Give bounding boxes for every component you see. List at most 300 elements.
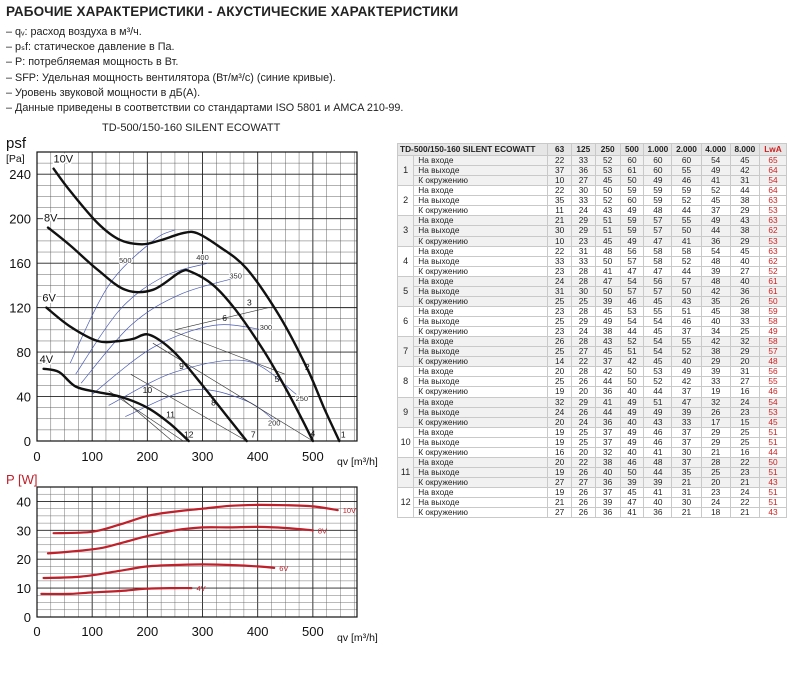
table-cell: 40	[620, 387, 644, 397]
table-cell: 44	[672, 266, 701, 276]
table-condition: На входе	[414, 306, 548, 316]
table-group-id: 3	[398, 216, 414, 246]
table-cell: 19	[548, 488, 572, 498]
sfp-label: 400	[196, 252, 209, 262]
table-cell: 47	[672, 397, 701, 407]
table-cell: 20	[730, 357, 759, 367]
table-cell: 52	[672, 347, 701, 357]
table-cell: 58	[672, 246, 701, 256]
table-cell: 41	[620, 508, 644, 518]
table-cell: 21	[701, 447, 730, 457]
table-condition: На выходе	[414, 286, 548, 296]
power-curve-4V	[41, 588, 191, 594]
table-condition: К окружению	[414, 387, 548, 397]
table-condition: На входе	[414, 216, 548, 226]
table-lwa-cell: 43	[759, 508, 786, 518]
table-condition: На выходе	[414, 166, 548, 176]
table-group-id: 11	[398, 457, 414, 487]
table-cell: 57	[644, 226, 672, 236]
table-group-id: 6	[398, 306, 414, 336]
table-cell: 53	[595, 166, 620, 176]
power-curve-label: 8V	[317, 526, 328, 536]
table-cell: 39	[701, 367, 730, 377]
table-cell: 29	[701, 357, 730, 367]
table-cell: 59	[620, 186, 644, 196]
table-cell: 36	[595, 508, 620, 518]
table-cell: 37	[595, 488, 620, 498]
table-cell: 22	[548, 246, 572, 256]
table-cell: 43	[672, 296, 701, 306]
table-cell: 40	[620, 447, 644, 457]
table-lwa-cell: 62	[759, 256, 786, 266]
table-condition: На выходе	[414, 377, 548, 387]
table-cell: 37	[672, 387, 701, 397]
table-lwa-cell: 63	[759, 216, 786, 226]
table-cell: 39	[644, 478, 672, 488]
table-cell: 55	[672, 166, 701, 176]
table-cell: 29	[730, 236, 759, 246]
sfp-label: 250	[295, 393, 309, 403]
table-cell: 40	[730, 256, 759, 266]
table-lwa-cell: 61	[759, 286, 786, 296]
table-cell: 28	[571, 337, 595, 347]
table-group-id: 7	[398, 337, 414, 367]
table-lwa-cell: 63	[759, 196, 786, 206]
table-lwa-cell: 54	[759, 397, 786, 407]
table-header-cell: 2.000	[672, 144, 701, 156]
performance-charts	[0, 136, 394, 696]
table-cell: 41	[672, 236, 701, 246]
table-cell: 36	[595, 478, 620, 488]
table-cell: 36	[595, 417, 620, 427]
table-header-row	[398, 144, 787, 156]
operating-point-label: 1	[340, 429, 346, 440]
table-lwa-cell: 45	[759, 417, 786, 427]
table-cell: 50	[595, 256, 620, 266]
table-row	[398, 478, 787, 488]
table-cell: 20	[571, 447, 595, 457]
table-cell: 25	[701, 467, 730, 477]
operating-point-label: 7	[250, 429, 256, 440]
table-group-id: 8	[398, 367, 414, 397]
table-cell: 41	[644, 447, 672, 457]
y-tick-label: 120	[9, 300, 31, 316]
table-cell: 32	[701, 397, 730, 407]
table-lwa-cell: 48	[759, 357, 786, 367]
table-cell: 38	[730, 196, 759, 206]
table-cell: 29	[730, 206, 759, 216]
table-cell: 24	[571, 327, 595, 337]
table-cell: 43	[595, 337, 620, 347]
table-cell: 30	[672, 498, 701, 508]
table-cell: 18	[701, 508, 730, 518]
table-cell: 38	[595, 327, 620, 337]
table-cell: 31	[730, 367, 759, 377]
table-condition: На выходе	[414, 196, 548, 206]
note-flow: – qᵥ: расход воздуха в м³/ч.	[6, 26, 142, 38]
table-row	[398, 498, 787, 508]
table-cell: 24	[730, 397, 759, 407]
y-tick-label: 240	[9, 167, 31, 183]
table-condition: На входе	[414, 186, 548, 196]
table-cell: 41	[701, 176, 730, 186]
table-group-id: 9	[398, 397, 414, 427]
table-condition: На выходе	[414, 347, 548, 357]
operating-point-label: 10	[142, 385, 153, 396]
table-cell: 29	[701, 437, 730, 447]
table-cell: 39	[672, 407, 701, 417]
table-row	[398, 186, 787, 196]
table-cell: 29	[730, 347, 759, 357]
table-cell: 40	[701, 317, 730, 327]
table-row	[398, 467, 787, 477]
table-cell: 49	[620, 236, 644, 246]
table-cell: 25	[548, 347, 572, 357]
table-cell: 45	[595, 347, 620, 357]
table-cell: 22	[571, 457, 595, 467]
table-cell: 49	[701, 166, 730, 176]
table-row	[398, 256, 787, 266]
x-tick-label: 200	[136, 624, 159, 639]
table-cell: 40	[595, 467, 620, 477]
table-cell: 30	[571, 286, 595, 296]
table-cell: 33	[548, 256, 572, 266]
table-row	[398, 397, 787, 407]
table-cell: 19	[548, 427, 572, 437]
table-cell: 61	[620, 166, 644, 176]
table-lwa-cell: 51	[759, 467, 786, 477]
table-cell: 26	[571, 488, 595, 498]
table-condition: К окружению	[414, 236, 548, 246]
table-cell: 52	[595, 196, 620, 206]
table-cell: 44	[701, 226, 730, 236]
table-row	[398, 266, 787, 276]
table-cell: 36	[595, 387, 620, 397]
table-group-id: 2	[398, 186, 414, 216]
table-header-cell: 8.000	[730, 144, 759, 156]
table-cell: 50	[620, 377, 644, 387]
table-cell: 48	[701, 276, 730, 286]
table-cell: 51	[595, 226, 620, 236]
table-cell: 45	[595, 306, 620, 316]
table-cell: 32	[595, 447, 620, 457]
table-row	[398, 377, 787, 387]
table-cell: 49	[620, 437, 644, 447]
table-cell: 26	[571, 377, 595, 387]
page-title: РАБОЧИЕ ХАРАКТЕРИСТИКИ - АКУСТИЧЕСКИЕ ХАРАКТЕРИСТИКИ	[6, 4, 459, 19]
table-cell: 33	[701, 377, 730, 387]
table-cell: 33	[571, 256, 595, 266]
table-cell: 22	[730, 498, 759, 508]
table-cell: 25	[730, 437, 759, 447]
table-cell: 44	[620, 327, 644, 337]
table-cell: 51	[672, 306, 701, 316]
table-cell: 42	[620, 357, 644, 367]
table-cell: 36	[644, 508, 672, 518]
table-cell: 43	[595, 206, 620, 216]
table-condition: К окружению	[414, 478, 548, 488]
table-cell: 29	[571, 397, 595, 407]
table-lwa-cell: 51	[759, 437, 786, 447]
table-cell: 49	[595, 317, 620, 327]
table-cell: 36	[571, 166, 595, 176]
table-cell: 26	[548, 337, 572, 347]
table-cell: 28	[571, 266, 595, 276]
table-condition: На выходе	[414, 498, 548, 508]
operating-point-label: 12	[183, 429, 194, 440]
table-cell: 24	[571, 206, 595, 216]
table-cell: 42	[701, 286, 730, 296]
sfp-label: 300	[259, 322, 273, 332]
table-cell: 59	[644, 196, 672, 206]
table-cell: 50	[672, 226, 701, 236]
table-lwa-cell: 58	[759, 317, 786, 327]
note-standards: – Данные приведены в соответствии со стандартами ISO 5801 и AMCA 210-99.	[6, 102, 404, 115]
operating-point-label: 9	[179, 360, 184, 371]
table-cell: 40	[644, 498, 672, 508]
table-lwa-cell: 46	[759, 387, 786, 397]
table-cell: 24	[730, 488, 759, 498]
table-group-id: 12	[398, 488, 414, 518]
table-cell: 59	[620, 216, 644, 226]
operating-point-label: 4	[310, 428, 316, 439]
table-cell: 50	[620, 367, 644, 377]
table-cell: 14	[548, 357, 572, 367]
table-cell: 25	[730, 427, 759, 437]
table-row	[398, 246, 787, 256]
table-row	[398, 276, 787, 286]
table-cell: 49	[620, 206, 644, 216]
table-cell: 24	[548, 276, 572, 286]
x-tick-label: 500	[302, 449, 324, 464]
notes-list	[6, 25, 403, 116]
table-cell: 42	[672, 377, 701, 387]
table-lwa-cell: 54	[759, 176, 786, 186]
table-cell: 51	[644, 397, 672, 407]
table-cell: 23	[548, 266, 572, 276]
table-cell: 25	[548, 317, 572, 327]
table-cell: 49	[620, 397, 644, 407]
table-row	[398, 317, 787, 327]
table-cell: 46	[620, 296, 644, 306]
table-cell: 41	[595, 266, 620, 276]
operating-point-label: 3	[247, 297, 252, 308]
table-cell: 46	[644, 437, 672, 447]
table-row	[398, 176, 787, 186]
table-cell: 46	[672, 317, 701, 327]
table-cell: 45	[595, 236, 620, 246]
table-cell: 21	[548, 216, 572, 226]
table-cell: 50	[595, 186, 620, 196]
x-tick-label: 400	[246, 624, 269, 639]
table-lwa-cell: 65	[759, 156, 786, 166]
table-cell: 10	[548, 236, 572, 246]
operating-point-label: 2	[304, 361, 310, 372]
table-cell: 26	[730, 296, 759, 306]
table-row	[398, 296, 787, 306]
table-row	[398, 216, 787, 226]
table-cell: 25	[571, 296, 595, 306]
table-condition: К окружению	[414, 206, 548, 216]
table-cell: 60	[620, 156, 644, 166]
table-cell: 54	[644, 337, 672, 347]
table-cell: 27	[571, 347, 595, 357]
table-cell: 19	[548, 387, 572, 397]
table-cell: 22	[730, 457, 759, 467]
table-row	[398, 457, 787, 467]
y-tick-label: 0	[23, 434, 31, 449]
table-cell: 37	[672, 327, 701, 337]
table-cell: 29	[571, 226, 595, 236]
x-tick-label: 400	[246, 449, 269, 464]
power-curve-8V	[48, 527, 313, 554]
table-cell: 54	[701, 246, 730, 256]
table-cell: 43	[644, 417, 672, 427]
table-cell: 37	[595, 357, 620, 367]
table-lwa-cell: 56	[759, 367, 786, 377]
table-lwa-cell: 52	[759, 266, 786, 276]
sfp-label: 350	[229, 271, 242, 281]
table-cell: 58	[644, 256, 672, 266]
table-cell: 50	[672, 286, 701, 296]
table-cell: 46	[672, 176, 701, 186]
table-cell: 49	[644, 407, 672, 417]
table-row	[398, 347, 787, 357]
table-cell: 44	[672, 206, 701, 216]
table-cell: 59	[644, 186, 672, 196]
table-cell: 56	[620, 246, 644, 256]
table-cell: 41	[644, 488, 672, 498]
operating-point-label: 5	[274, 374, 280, 385]
table-lwa-cell: 58	[759, 337, 786, 347]
table-lwa-cell: 53	[759, 407, 786, 417]
table-cell: 52	[595, 156, 620, 166]
table-cell: 47	[644, 266, 672, 276]
table-condition: На выходе	[414, 256, 548, 266]
table-cell: 36	[701, 236, 730, 246]
table-cell: 24	[571, 417, 595, 427]
table-cell: 48	[644, 206, 672, 216]
table-cell: 45	[595, 176, 620, 186]
table-cell: 54	[701, 156, 730, 166]
table-condition: К окружению	[414, 296, 548, 306]
table-row	[398, 447, 787, 457]
table-lwa-cell: 63	[759, 246, 786, 256]
table-cell: 21	[548, 498, 572, 508]
table-cell: 37	[548, 166, 572, 176]
table-cell: 60	[644, 166, 672, 176]
table-header-cell: 63	[548, 144, 572, 156]
table-condition: На выходе	[414, 226, 548, 236]
table-cell: 52	[620, 337, 644, 347]
table-cell: 45	[730, 246, 759, 256]
table-condition: К окружению	[414, 176, 548, 186]
table-cell: 38	[595, 457, 620, 467]
table-row	[398, 166, 787, 176]
y-axis-label: P [W]	[6, 472, 38, 487]
table-cell: 45	[644, 357, 672, 367]
table-cell: 27	[730, 377, 759, 387]
table-cell: 52	[701, 186, 730, 196]
table-row	[398, 196, 787, 206]
table-cell: 10	[548, 176, 572, 186]
table-cell: 43	[730, 216, 759, 226]
table-cell: 45	[701, 306, 730, 316]
table-cell: 19	[548, 437, 572, 447]
table-cell: 20	[548, 457, 572, 467]
table-cell: 30	[548, 226, 572, 236]
table-group-id: 4	[398, 246, 414, 276]
acoustic-table	[397, 143, 787, 518]
table-cell: 22	[571, 357, 595, 367]
x-tick-label: 500	[302, 624, 324, 639]
table-cell: 21	[730, 508, 759, 518]
table-cell: 45	[701, 196, 730, 206]
table-cell: 37	[672, 457, 701, 467]
table-cell: 40	[620, 417, 644, 427]
table-row	[398, 488, 787, 498]
table-cell: 33	[571, 156, 595, 166]
y-tick-label: 20	[16, 552, 31, 568]
x-tick-label: 200	[136, 449, 159, 464]
x-tick-label: 300	[191, 624, 214, 639]
table-lwa-cell: 62	[759, 226, 786, 236]
table-lwa-cell: 59	[759, 306, 786, 316]
chart-title: TD-500/150-160 SILENT ECOWATT	[102, 122, 281, 134]
power-curve-label: 6V	[279, 563, 289, 573]
table-cell: 36	[730, 286, 759, 296]
table-cell: 23	[730, 467, 759, 477]
table-lwa-cell: 51	[759, 498, 786, 508]
table-cell: 49	[620, 427, 644, 437]
table-row	[398, 407, 787, 417]
table-cell: 60	[644, 156, 672, 166]
table-cell: 47	[620, 498, 644, 508]
x-tick-label: 0	[33, 449, 41, 464]
table-row	[398, 357, 787, 367]
table-condition: На входе	[414, 367, 548, 377]
sfp-curve	[92, 325, 263, 395]
table-condition: К окружению	[414, 417, 548, 427]
table-cell: 44	[644, 387, 672, 397]
fan-curve-label: 6V	[42, 292, 56, 305]
table-cell: 44	[730, 186, 759, 196]
table-cell: 28	[571, 306, 595, 316]
table-header-cell: LwA	[759, 144, 786, 156]
table-cell: 55	[644, 306, 672, 316]
table-cell: 57	[620, 256, 644, 266]
table-cell: 30	[672, 447, 701, 457]
table-cell: 22	[548, 156, 572, 166]
table-cell: 53	[620, 306, 644, 316]
table-cell: 27	[571, 478, 595, 488]
table-condition: На входе	[414, 276, 548, 286]
table-row	[398, 236, 787, 246]
fan-curve-label: 10V	[53, 153, 74, 166]
table-row	[398, 226, 787, 236]
y-tick-label: 160	[9, 256, 31, 272]
table-cell: 33	[730, 317, 759, 327]
table-cell: 45	[730, 156, 759, 166]
note-pressure: – pₛf: статическое давление в Па.	[6, 41, 175, 54]
table-condition: На выходе	[414, 317, 548, 327]
table-cell: 52	[672, 196, 701, 206]
table-cell: 21	[672, 508, 701, 518]
table-condition: К окружению	[414, 357, 548, 367]
table-group-id: 1	[398, 156, 414, 186]
table-cell: 29	[701, 427, 730, 437]
table-cell: 21	[730, 478, 759, 488]
